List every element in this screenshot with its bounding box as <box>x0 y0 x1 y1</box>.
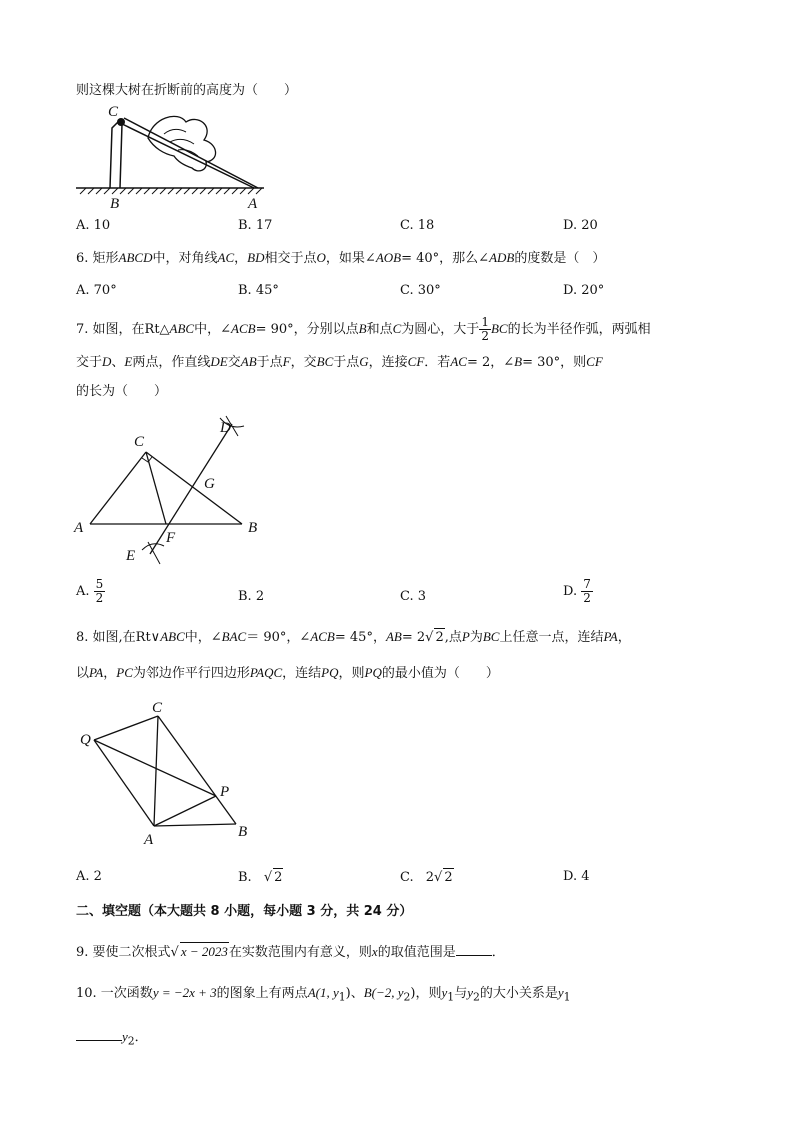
sqrt-icon: √ <box>170 945 179 960</box>
label-b: B <box>248 520 258 536</box>
q7-text: 为圆心，大于 <box>401 322 480 337</box>
q10-stem-line1 <box>76 984 571 1007</box>
subscript: 1 <box>338 990 346 1004</box>
q7-half-fraction <box>479 316 491 343</box>
q10-text: ) <box>410 986 416 1001</box>
q6-text: ，如果∠ <box>325 251 376 266</box>
q8-text: ，则 <box>338 666 365 681</box>
q7-text: 交 <box>227 355 241 370</box>
q9-stem <box>76 942 505 962</box>
q7-triangle-figure <box>70 414 270 574</box>
q6-aob: AOB <box>375 250 402 265</box>
q6-stem <box>76 249 605 268</box>
label-f: F <box>166 530 176 546</box>
q8-text: ， <box>617 630 631 645</box>
q6-text: 的度数是（ ） <box>514 251 606 266</box>
q7-text: ，连接 <box>368 355 408 370</box>
q7-f: F <box>282 354 291 369</box>
segment-qc <box>94 716 158 740</box>
q10-text: 的图象上有两点 <box>216 986 308 1001</box>
q7-text: = 2，∠ <box>466 355 515 370</box>
fraction-den: 2 <box>583 591 591 605</box>
q8-option-a[interactable]: A. 2 <box>76 869 102 884</box>
q8-p: P <box>461 629 470 644</box>
q8-text: 的最小值为（ ） <box>381 666 499 681</box>
q8-pa: PA <box>89 665 104 680</box>
q7-bc: BC <box>490 321 508 336</box>
q7-text: ．若 <box>424 355 451 370</box>
label-b: B <box>238 824 248 840</box>
q9-radicand: x − 2023 <box>180 944 228 959</box>
q10-point-a: A(1, y <box>307 985 339 1000</box>
break-point <box>117 118 125 126</box>
q7-text: = 30°，则 <box>522 355 587 370</box>
q8-ab: AB <box>385 629 402 644</box>
label-b: B <box>110 196 120 212</box>
q8-pq: PQ <box>321 665 339 680</box>
q6-option-d[interactable]: D. 20° <box>563 283 605 298</box>
q8-pq: PQ <box>364 665 382 680</box>
subscript: 2 <box>403 990 411 1004</box>
line-de <box>150 424 232 554</box>
arc-e <box>142 542 164 564</box>
q8-text: 以 <box>76 666 90 681</box>
q7-text: 于点 <box>256 355 283 370</box>
q10-stem-line2 <box>76 1028 148 1051</box>
q9-text: 的取值范围是 <box>377 945 456 960</box>
q6-option-b[interactable]: B. 45° <box>238 283 279 298</box>
q8-acb: ACB <box>310 629 335 644</box>
section-heading: 二、填空题（本大题共 8 小题，每小题 3 分，共 24 分） <box>76 904 413 919</box>
q7-option-d[interactable] <box>563 578 593 605</box>
segment-pa <box>154 796 216 826</box>
q7-option-a[interactable] <box>76 578 105 605</box>
q6-bd: BD <box>247 250 265 265</box>
q7-cf: CF <box>407 354 425 369</box>
fallen-trunk <box>118 118 258 188</box>
q10-text: 10. 一次函数 <box>76 986 153 1001</box>
q7-text: 、 <box>111 355 125 370</box>
q7-text: 的长为半径作弧，两弧相 <box>507 322 651 337</box>
q10-text: ，则 <box>415 986 442 1001</box>
q9-x: x <box>371 944 378 959</box>
answer-blank[interactable] <box>456 955 492 956</box>
q6-abcd: ABCD <box>118 250 153 265</box>
q5-option-d[interactable]: D. 20 <box>563 218 598 233</box>
sqrt-icon: √ <box>434 870 443 885</box>
option-prefix: B. <box>238 870 252 885</box>
ground-hatch <box>80 188 262 194</box>
q7-b: B <box>358 321 367 336</box>
q8-text: 为 <box>469 630 483 645</box>
label-d: D <box>220 420 231 436</box>
q7-ac: AC <box>450 354 467 369</box>
q6-text: = 40°，那么∠ <box>401 251 490 266</box>
q5-option-a[interactable]: A. 10 <box>76 218 111 233</box>
q8-text: 中，∠ <box>184 630 222 645</box>
q8-pc: PC <box>116 665 133 680</box>
q10-text: 与 <box>454 986 468 1001</box>
fraction-den: 2 <box>481 329 489 343</box>
q8-text: 上任意一点，连结 <box>499 630 604 645</box>
q6-text: ， <box>234 251 248 266</box>
q8-text: ， <box>103 666 117 681</box>
q9-text: 9. 要使二次根式 <box>76 945 171 960</box>
q5-stem: 则这棵大树在折断前的高度为（ ） <box>76 83 298 98</box>
subscript: 2 <box>127 1034 135 1048</box>
answer-blank[interactable] <box>76 1040 122 1041</box>
label-q: Q <box>80 732 91 748</box>
label-a: A <box>74 520 84 536</box>
q7-text: 中，∠ <box>194 322 232 337</box>
q7-stem-line1 <box>76 316 651 343</box>
q8-text: ，连结 <box>282 666 322 681</box>
subscript: 1 <box>447 990 455 1004</box>
q6-ac: AC <box>217 250 235 265</box>
q7-b: B <box>514 354 523 369</box>
q7-acb: ACB <box>231 321 256 336</box>
q10-text: 的大小关系是 <box>479 986 558 1001</box>
side-bc <box>146 452 242 524</box>
fraction-num: 5 <box>95 577 104 591</box>
segment-ab <box>154 824 236 826</box>
q8-option-c[interactable] <box>400 868 454 887</box>
q7-text: 7. 如图，在Rt△ <box>76 322 170 337</box>
q8-pa: PA <box>603 629 618 644</box>
label-c: C <box>108 104 119 120</box>
option-coef: 2 <box>425 870 435 885</box>
q6-text: 6. 矩形 <box>76 251 119 266</box>
option-radicand: 2 <box>444 870 453 885</box>
q8-bac: BAC <box>221 629 247 644</box>
q10-y2: y <box>467 985 473 1000</box>
q6-text: 相交于点 <box>264 251 317 266</box>
q10-y1: y <box>557 985 564 1000</box>
q8-option-b[interactable] <box>238 868 283 887</box>
q10-text: ) <box>345 986 351 1001</box>
q10-text: 、 <box>350 986 364 1001</box>
q8-option-d[interactable]: D. 4 <box>563 869 590 884</box>
option-a-fraction <box>94 578 106 605</box>
label-a: A <box>144 832 154 848</box>
option-d-fraction <box>581 578 593 605</box>
fraction-den: 2 <box>95 591 104 605</box>
q6-option-c[interactable]: C. 30° <box>400 283 441 298</box>
q8-text: 8. 如图,在Rt∨ <box>76 630 161 645</box>
q6-option-a[interactable]: A. 70° <box>76 283 117 298</box>
tree-crown <box>148 116 216 171</box>
q5-tree-figure <box>74 104 274 214</box>
segment-cf <box>146 452 166 524</box>
q7-text: 交于 <box>76 355 103 370</box>
q8-text: ,点 <box>444 630 462 645</box>
q7-bc: BC <box>316 354 334 369</box>
q6-adb: ADB <box>489 250 515 265</box>
q7-abc: ABC <box>169 321 195 336</box>
q8-abc: ABC <box>160 629 185 644</box>
option-prefix: A. <box>76 584 90 599</box>
q7-text: 于点 <box>333 355 360 370</box>
q8-parallelogram-figure <box>78 698 268 848</box>
q10-y1: y <box>441 985 448 1000</box>
q7-text: ，交 <box>290 355 317 370</box>
label-c: C <box>134 434 145 450</box>
segment-cb <box>158 716 236 824</box>
q8-radicand: 2 <box>435 630 444 645</box>
q7-stem-line2 <box>76 353 603 372</box>
q7-de: DE <box>210 354 228 369</box>
q10-point-b: B(−2, y <box>363 985 404 1000</box>
q10-text: ． <box>134 1030 148 1045</box>
q6-text: 中，对角线 <box>152 251 218 266</box>
q7-text: 两点，作直线 <box>132 355 211 370</box>
q7-text: = 90°，分别以点 <box>255 322 359 337</box>
q8-paqc: PAQC <box>249 665 283 680</box>
q7-ab: AB <box>240 354 257 369</box>
q8-stem-line2 <box>76 664 499 683</box>
q8-text: = 45°， <box>334 630 386 645</box>
subscript: 2 <box>472 990 480 1004</box>
q7-d: D <box>102 354 112 369</box>
label-p: P <box>220 784 230 800</box>
q10-function: y = −2x + 3 <box>152 985 217 1000</box>
q9-text: 在实数范围内有意义，则 <box>228 945 372 960</box>
q5-option-b[interactable]: B. 17 <box>238 218 273 233</box>
q8-text: ＝ 90°，∠ <box>246 630 311 645</box>
q7-text: 和点 <box>366 322 393 337</box>
q8-bc: BC <box>482 629 500 644</box>
q7-cf: CF <box>586 354 603 369</box>
label-c: C <box>152 700 163 716</box>
tree-trunk <box>110 122 122 188</box>
q7-g: G <box>359 354 369 369</box>
q8-text: 为邻边作平行四边形 <box>132 666 250 681</box>
option-radicand: 2 <box>274 870 283 885</box>
fraction-num: 7 <box>583 577 591 591</box>
q7-c: C <box>392 321 402 336</box>
q8-stem-line1 <box>76 628 631 647</box>
q9-text: ． <box>491 945 505 960</box>
segment-qa <box>94 740 154 826</box>
q10-y2: y <box>122 1029 128 1044</box>
q7-stem-line3: 的长为（ ） <box>76 384 168 399</box>
option-prefix: C. <box>400 870 414 885</box>
fraction-num: 1 <box>481 315 489 329</box>
subscript: 1 <box>563 990 571 1004</box>
label-g: G <box>204 476 215 492</box>
side-ac <box>90 452 146 524</box>
sqrt-icon: √ <box>263 870 273 885</box>
q7-option-b[interactable]: B. 2 <box>238 589 265 604</box>
q6-o: O <box>316 250 326 265</box>
q8-text: = 2 <box>401 630 426 645</box>
option-prefix: D. <box>563 584 578 599</box>
label-e: E <box>126 548 136 564</box>
q5-option-c[interactable]: C. 18 <box>400 218 435 233</box>
label-a: A <box>248 196 258 212</box>
q7-e: E <box>124 354 133 369</box>
sqrt-icon: √ <box>425 630 434 645</box>
q7-option-c[interactable]: C. 3 <box>400 589 427 604</box>
segment-ca <box>154 716 158 826</box>
